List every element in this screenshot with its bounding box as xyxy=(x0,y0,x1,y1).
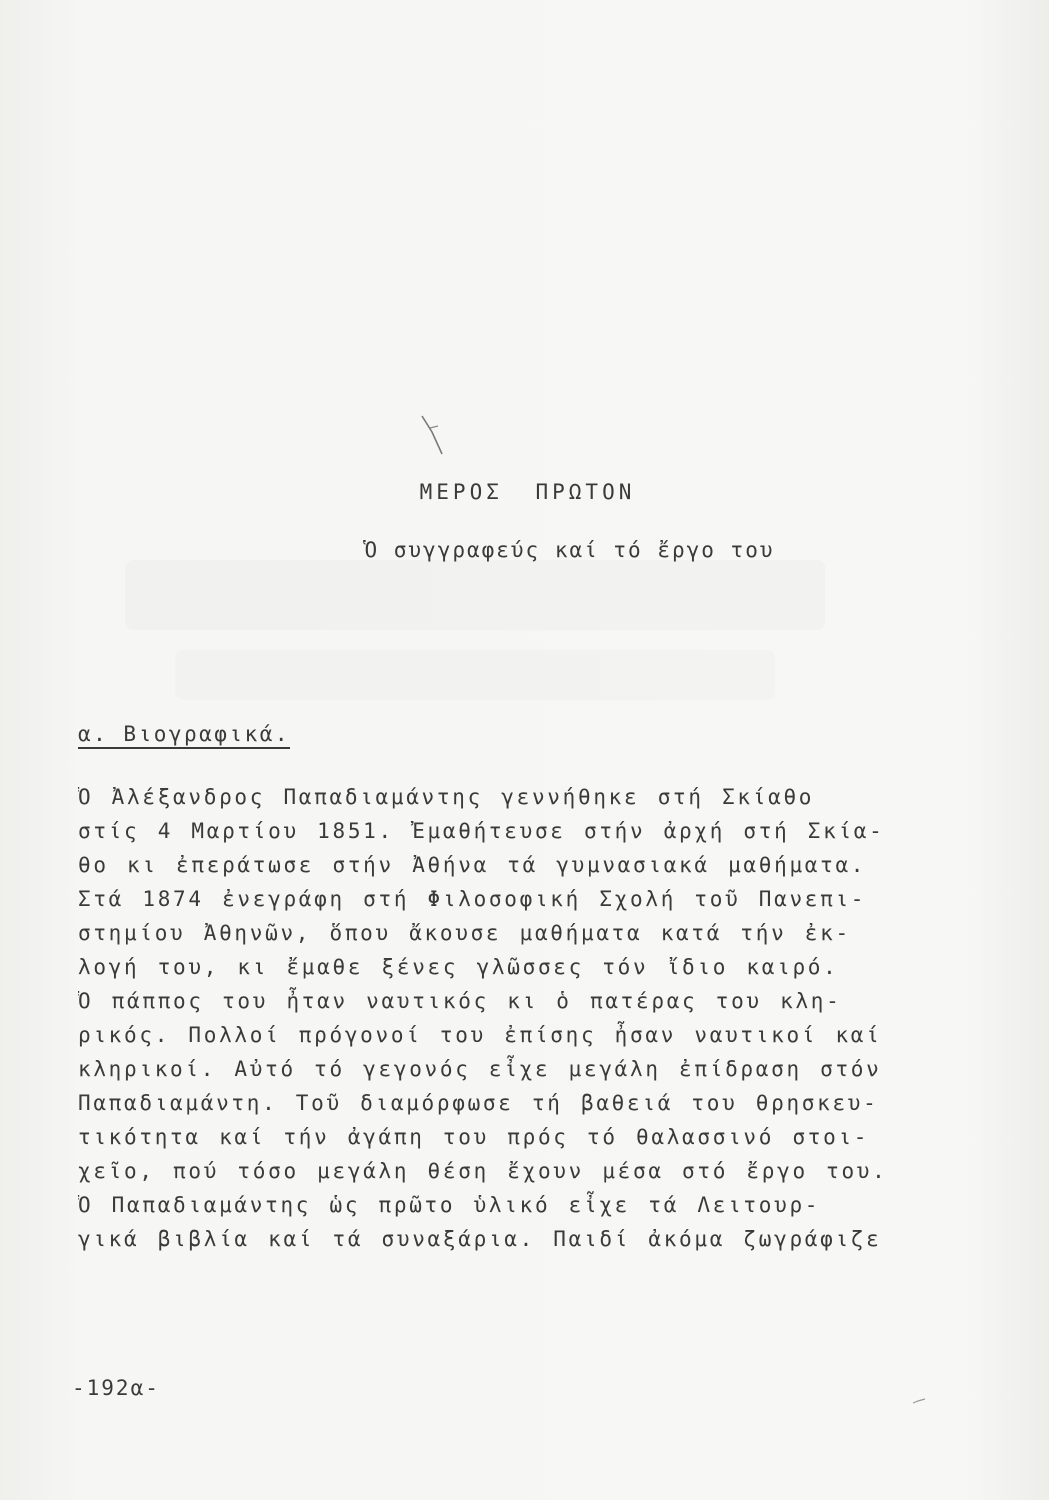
part-title: ΜΕΡΟΣ ΠΡΩΤΟΝ xyxy=(419,480,636,504)
body-text xyxy=(78,780,970,1256)
text-line: στίς 4 Μαρτίου 1851. Ἐμαθήτευσε στήν ἀρχή στή Σκία- xyxy=(78,819,885,843)
text-line: Στά 1874 ἐνεγράφη στή Φιλοσοφική Σχολή τοῦ Πανεπι- xyxy=(78,887,867,911)
text-line: λογή του, κι ἔμαθε ξένες γλῶσσες τόν ἴδιο καιρό. xyxy=(78,955,839,979)
bleed-through-shadow xyxy=(115,540,835,720)
section-heading: α. Βιογραφικά. xyxy=(78,722,291,746)
text-line: θο κι ἐπεράτωσε στήν Ἀθήνα τά γυμνασιακά μαθήματα. xyxy=(78,853,867,877)
text-line: Ὁ Ἀλέξανδρος Παπαδιαμάντης γεννήθηκε στή Σκίαθο xyxy=(78,785,815,809)
text-line: Ὁ πάππος του ἦταν ναυτικός κι ὁ πατέρας του κλη- xyxy=(78,989,842,1013)
text-line: ρικός. Πολλοί πρόγονοί του ἐπίσης ἦσαν ναυτικοί καί xyxy=(78,1023,882,1047)
text-line: τικότητα καί τήν ἀγάπη του πρός τό θαλασσινό στοι- xyxy=(78,1125,870,1149)
text-line: Ὁ Παπαδιαμάντης ὡς πρῶτο ὑλικό εἶχε τά Λειτουρ- xyxy=(78,1193,821,1217)
page-number: -192α- xyxy=(72,1376,160,1400)
ink-speck-icon xyxy=(912,1398,926,1404)
text-line: κληρικοί. Αὐτό τό γεγονός εἶχε μεγάλη ἐπίδραση στόν xyxy=(78,1057,882,1081)
pencil-mark-icon xyxy=(418,410,448,460)
subtitle: Ὁ συγγραφεύς καί τό ἔργο του xyxy=(364,538,775,562)
text-line: Παπαδιαμάντη. Τοῦ διαμόρφωσε τή βαθειά του θρησκευ- xyxy=(78,1091,879,1115)
text-line: χεῖο, πού τόσο μεγάλη θέση ἔχουν μέσα στό ἔργο του. xyxy=(78,1159,888,1183)
text-line: γικά βιβλία καί τά συναξάρια. Παιδί ἀκόμα ζωγράφιζε xyxy=(78,1227,882,1251)
text-line: στημίου Ἀθηνῶν, ὅπου ἄκουσε μαθήματα κατά τήν ἐκ- xyxy=(78,921,851,945)
